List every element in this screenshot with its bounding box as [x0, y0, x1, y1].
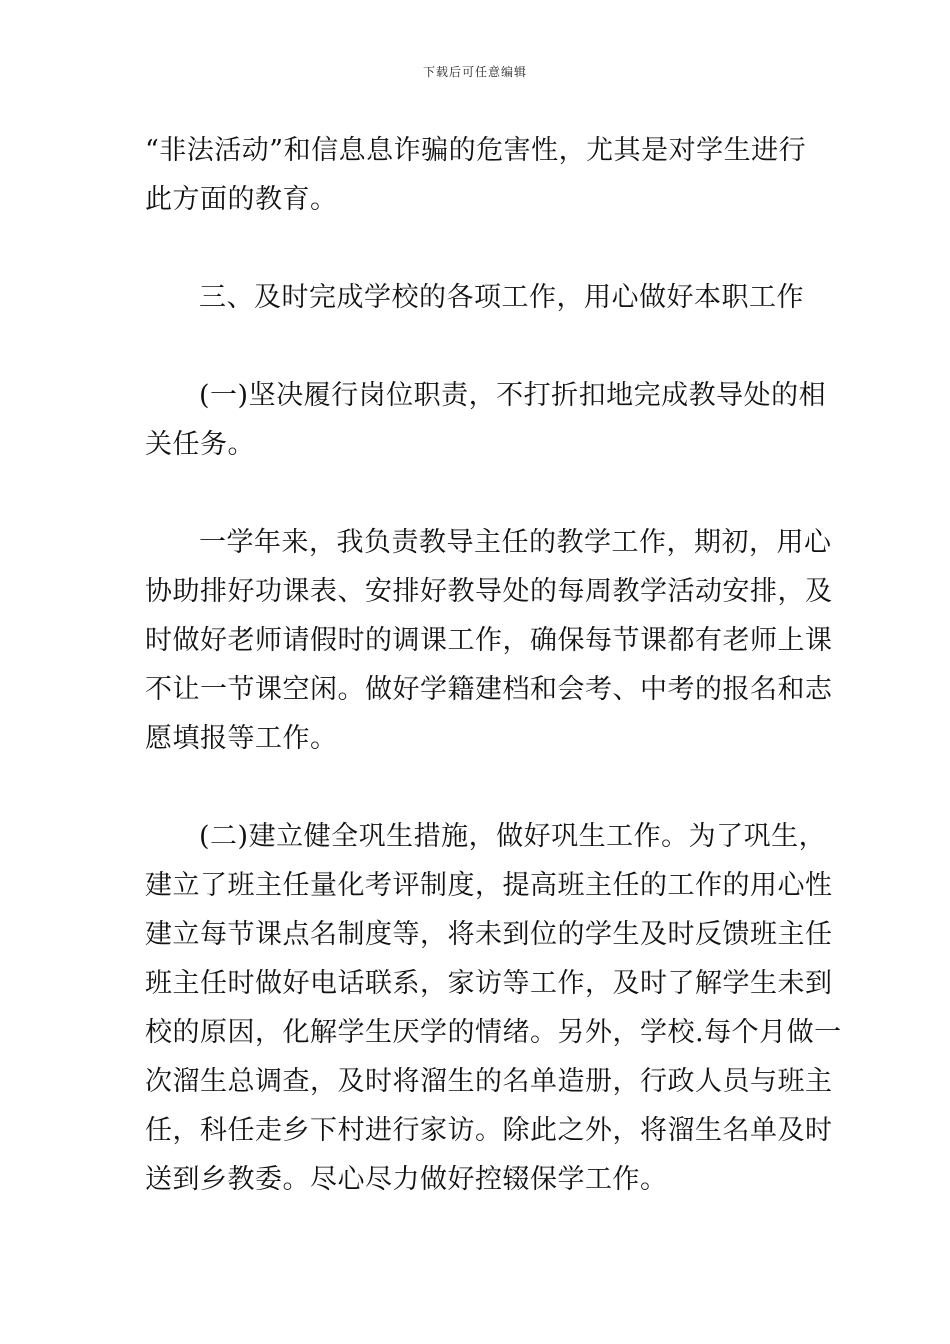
paragraph-line: 关任务。 [145, 429, 255, 460]
paragraph-line: 建立了班主任量化考评制度，提高班主任的工作的用心性 [145, 870, 833, 901]
paragraph-line: 次溜生总调查，及时将溜生的名单造册，行政人员与班主 [145, 1066, 833, 1097]
paragraph-5 [145, 812, 842, 1204]
section-heading-3 [145, 273, 810, 322]
paragraph-line: 任，科任走乡下村进行家访。除此之外，将溜生名单及时 [145, 1115, 833, 1146]
paragraph-line: 建立每节课点名制度等，将未到位的学生及时反馈班主任 [145, 919, 833, 950]
document-body [145, 126, 842, 1253]
heading-line: 三、及时完成学校的各项工作，用心做好本职工作 [199, 282, 804, 313]
paragraph-line: 时做好老师请假时的调课工作，确保每节课都有老师上课 [145, 625, 833, 656]
paragraph-line: 送到乡教委。尽心尽力做好控辍保学工作。 [145, 1164, 668, 1195]
page-header: 下载后可任意编辑 [422, 65, 527, 79]
paragraph-1 [145, 126, 810, 224]
paragraph-3 [145, 371, 827, 469]
paragraph-line: 校的原因，化解学生厌学的情绪。另外，学校.每个月做一 [145, 1017, 842, 1048]
paragraph-line: 班主任时做好电话联系，家访等工作，及时了解学生未到 [145, 968, 833, 999]
paragraph-line: (二)建立健全巩生措施，做好巩生工作。为了巩生， [199, 821, 827, 852]
paragraph-line: 不让一节课空闲。做好学籍建档和会考、中考的报名和志 [145, 674, 833, 705]
paragraph-line: 此方面的教育。 [145, 184, 338, 215]
paragraph-line: “非法活动”和信息息诈骗的危害性，尤其是对学生进行 [145, 135, 807, 166]
paragraph-line: 一学年来，我负责教导主任的教学工作，期初，用心 [199, 527, 832, 558]
paragraph-line: 愿填报等工作。 [145, 723, 338, 754]
paragraph-line: (一)坚决履行岗位职责，不打折扣地完成教导处的相 [199, 380, 827, 411]
paragraph-4 [145, 518, 833, 763]
paragraph-line: 协助排好功课表、安排好教导处的每周教学活动安排，及 [145, 576, 833, 607]
